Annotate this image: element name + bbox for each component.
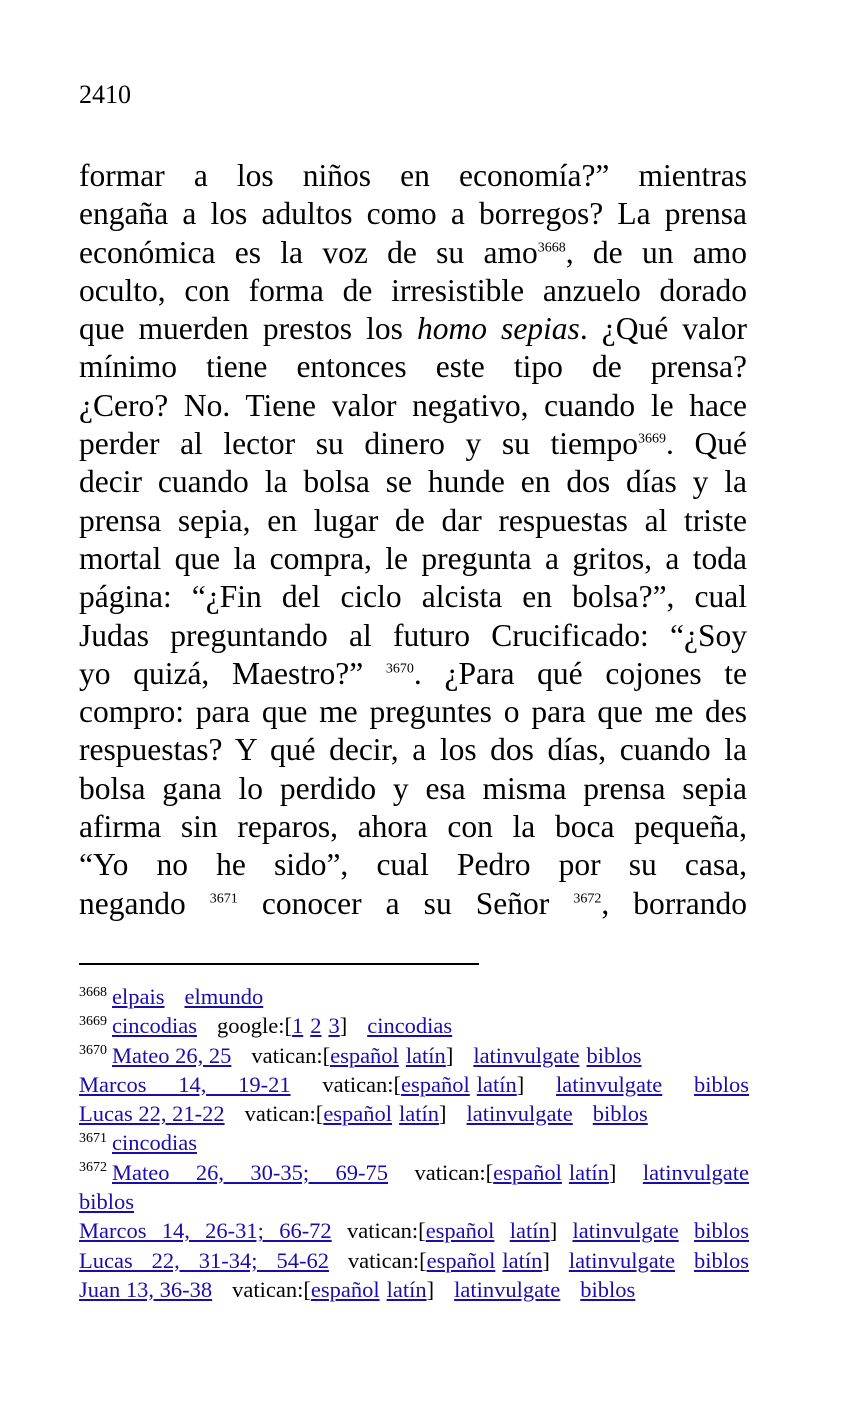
- body-line: perder al lector su dinero y su tiempo$^{3669}$. Qué: [79, 426, 747, 462]
- link-google-3[interactable]: 3: [328, 1013, 340, 1039]
- link-biblos[interactable]: biblos: [693, 1218, 749, 1244]
- body-line: mínimo tiene entonces este tipo de prensa?: [79, 349, 747, 385]
- body-line: Judas preguntando al futuro Crucificado: “¿Soy: [79, 617, 747, 653]
- link-espanol[interactable]: español: [323, 1101, 393, 1127]
- link-espanol[interactable]: español: [425, 1218, 495, 1244]
- link-latinvulgate[interactable]: latinvulgate: [556, 1071, 663, 1097]
- link-latinvulgate[interactable]: latinvulgate: [568, 1247, 676, 1273]
- link-espanol[interactable]: español: [310, 1276, 380, 1302]
- footnote-3668: $^{3668}$ elpais elmundo: [79, 984, 264, 1009]
- body-line: engaña a los adultos como a borregos? La prensa: [79, 196, 747, 232]
- link-bible-ref[interactable]: Mateo 26, 30-35; 69-75: [112, 1159, 389, 1185]
- body-line: económica es la voz de su amo$^{3668}$, de un amo: [79, 234, 748, 270]
- link-elmundo[interactable]: elmundo: [184, 984, 264, 1009]
- link-latin[interactable]: latín: [405, 1042, 446, 1068]
- link-latinvulgate[interactable]: latinvulgate: [572, 1218, 679, 1244]
- link-biblos[interactable]: biblos: [694, 1071, 750, 1097]
- footnote-3669: $^{3669}$ cincodias google:[1 2 3] cincodias: [79, 1013, 453, 1039]
- footnote-separator: [79, 963, 479, 965]
- body-text: [79, 157, 747, 923]
- footnote-ref-3668: 3668: [537, 240, 566, 256]
- link-elpais[interactable]: elpais: [112, 984, 165, 1009]
- link-latinvulgate[interactable]: latinvulgate: [454, 1276, 561, 1302]
- body-line: página: “¿Fin del ciclo alcista en bolsa?”, cual: [79, 579, 747, 615]
- footnote-ref-3671: 3671: [209, 891, 238, 907]
- footnote-line: Marcos 14, 26-31; 66-72 vatican:[español latín] latinvulgate biblos: [79, 1218, 749, 1244]
- page-number: 2410: [79, 80, 131, 109]
- emphasis-text: homo sepias: [416, 311, 580, 347]
- link-biblos[interactable]: biblos: [580, 1276, 636, 1302]
- body-line: ¿Cero? No. Tiene valor negativo, cuando le hace: [79, 387, 747, 423]
- body-line: prensa sepia, en lugar de dar respuestas al triste: [79, 502, 747, 538]
- link-google-2[interactable]: 2: [310, 1013, 322, 1039]
- body-line: mortal que la compra, le pregunta a gritos, a toda: [79, 540, 747, 576]
- link-latin[interactable]: latín: [476, 1071, 517, 1097]
- link-espanol[interactable]: español: [426, 1247, 496, 1273]
- link-biblos[interactable]: biblos: [693, 1247, 749, 1273]
- footnotes: [79, 982, 749, 1304]
- body-line: que muerden prestos los homo sepias. ¿Qué valor: [79, 311, 748, 347]
- link-bible-ref[interactable]: Lucas 22, 31-34; 54-62: [79, 1247, 329, 1273]
- footnote-line: Juan 13, 36-38 vatican:[español latín] latinvulgate biblos: [79, 1276, 636, 1302]
- body-line: negando $^{3671}$ conocer a su Señor $^{3672}$, borrando: [79, 885, 748, 921]
- link-latin[interactable]: latín: [399, 1101, 440, 1127]
- link-bible-ref[interactable]: Mateo 26, 25: [112, 1042, 232, 1068]
- body-line: decir cuando la bolsa se hunde en dos días y la: [79, 464, 747, 500]
- link-espanol[interactable]: español: [330, 1042, 399, 1068]
- link-google-1[interactable]: 1: [291, 1013, 304, 1039]
- link-latinvulgate[interactable]: latinvulgate: [642, 1159, 750, 1185]
- link-cincodias[interactable]: cincodias: [112, 1013, 197, 1039]
- link-latin[interactable]: latín: [386, 1276, 427, 1302]
- body-line: compro: para que me preguntes o para que me des: [79, 694, 747, 730]
- footnote-3671: $^{3671}$ cincodias: [79, 1130, 197, 1156]
- link-biblos[interactable]: biblos: [592, 1101, 648, 1127]
- link-cincodias[interactable]: cincodias: [112, 1130, 197, 1156]
- footnote-3672: $^{3672}$ Mateo 26, 30-35; 69-75 vatican:[español latín] latinvulgate: [79, 1159, 750, 1185]
- body-line: oculto, con forma de irresistible anzuelo dorado: [79, 272, 747, 308]
- footnote-line: [79, 1187, 749, 1216]
- footnote-line: Marcos 14, 19-21 vatican:[español latín] latinvulgate biblos: [79, 1071, 750, 1097]
- body-line: formar a los niños en economía?” mientras: [79, 158, 747, 193]
- link-biblos[interactable]: biblos: [79, 1189, 135, 1215]
- link-espanol[interactable]: español: [401, 1071, 470, 1097]
- footnote-ref-3670: 3670: [385, 661, 414, 677]
- link-bible-ref[interactable]: Lucas 22, 21-22: [79, 1101, 225, 1127]
- link-latin[interactable]: latín: [568, 1159, 609, 1185]
- link-cincodias[interactable]: cincodias: [367, 1013, 453, 1039]
- link-latinvulgate[interactable]: latinvulgate: [466, 1101, 573, 1127]
- footnote-line: Lucas 22, 21-22 vatican:[español latín] latinvulgate biblos: [79, 1101, 648, 1127]
- body-line: afirma sin reparos, ahora con la boca pequeña,: [79, 809, 747, 845]
- body-line: respuestas? Y qué decir, a los dos días, cuando la: [79, 732, 747, 768]
- link-bible-ref[interactable]: Juan 13, 36-38: [79, 1276, 213, 1302]
- link-biblos[interactable]: biblos: [586, 1042, 642, 1068]
- link-latin[interactable]: latín: [502, 1247, 543, 1273]
- footnote-3670: $^{3670}$ Mateo 26, 25 vatican:[español latín] latinvulgate biblos: [79, 1042, 642, 1068]
- body-line: bolsa gana lo perdido y esa misma prensa sepia: [79, 770, 747, 806]
- link-espanol[interactable]: español: [493, 1159, 562, 1185]
- link-bible-ref[interactable]: Marcos 14, 19-21: [79, 1071, 291, 1097]
- link-bible-ref[interactable]: Marcos 14, 26-31; 66-72: [79, 1218, 332, 1244]
- body-line: yo quizá, Maestro?” $^{3670}$. ¿Para qué cojones te: [79, 655, 748, 691]
- footnote-ref-3669: 3669: [638, 431, 667, 447]
- footnote-ref-3672: 3672: [573, 891, 602, 907]
- body-line: “Yo no he sido”, cual Pedro por su casa,: [79, 847, 747, 883]
- footnote-line: Lucas 22, 31-34; 54-62 vatican:[español latín] latinvulgate biblos: [79, 1247, 749, 1273]
- link-latin[interactable]: latín: [509, 1218, 550, 1244]
- link-latinvulgate[interactable]: latinvulgate: [473, 1042, 580, 1068]
